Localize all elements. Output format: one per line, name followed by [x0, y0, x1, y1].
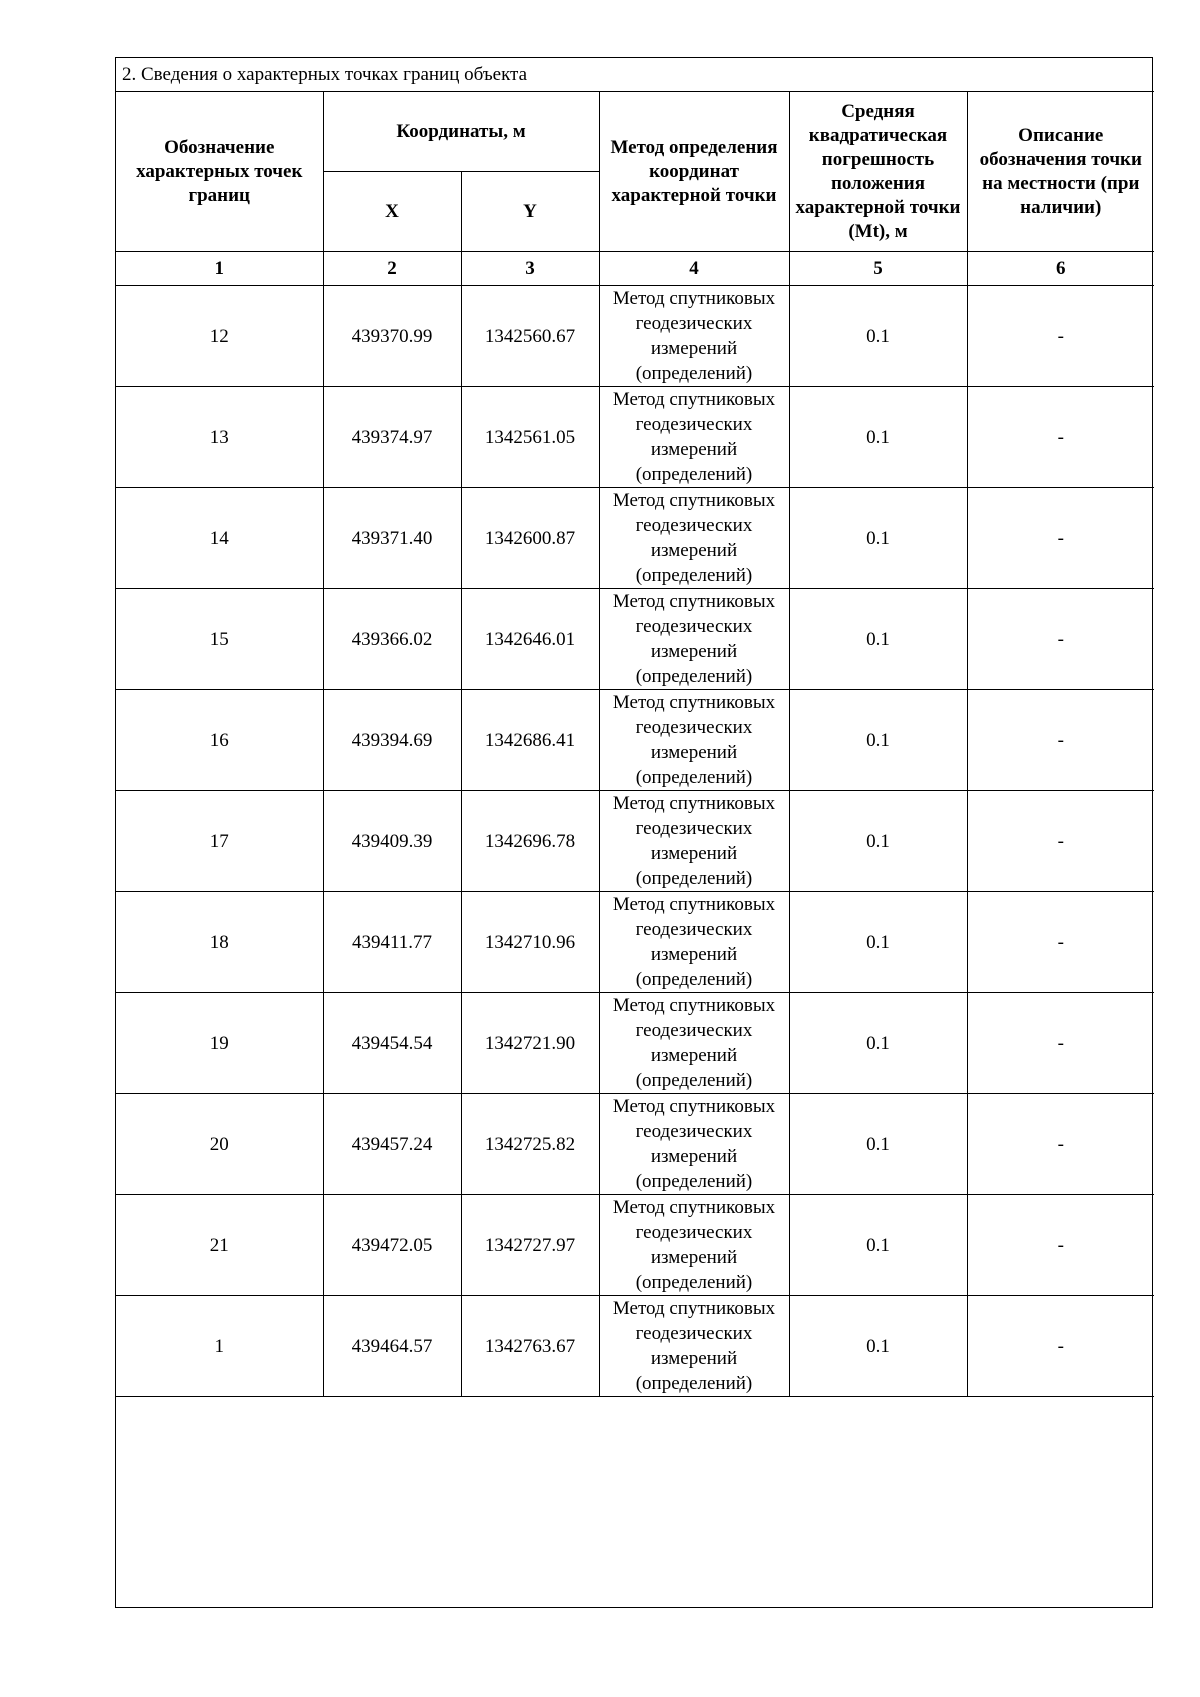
- point-designation-cell: 16: [116, 690, 323, 791]
- table-row: [116, 1094, 1154, 1195]
- error-cell: 0.1: [789, 1296, 967, 1397]
- coordinate-x-cell: 439464.57: [323, 1296, 461, 1397]
- coordinate-y-cell: 1342710.96: [461, 892, 599, 993]
- description-cell: -: [967, 690, 1154, 791]
- description-cell: -: [967, 892, 1154, 993]
- header-row: [116, 92, 1154, 172]
- column-number: 4: [599, 252, 789, 286]
- point-designation-cell: 13: [116, 387, 323, 488]
- coordinate-y-cell: 1342725.82: [461, 1094, 599, 1195]
- method-cell: Метод спутниковых геодезических измерений (определений): [599, 892, 789, 993]
- description-cell: -: [967, 387, 1154, 488]
- error-cell: 0.1: [789, 993, 967, 1094]
- error-cell: 0.1: [789, 589, 967, 690]
- error-cell: 0.1: [789, 1195, 967, 1296]
- coordinate-y-cell: 1342561.05: [461, 387, 599, 488]
- error-cell: 0.1: [789, 791, 967, 892]
- table-row: [116, 488, 1154, 589]
- method-cell: Метод спутниковых геодезических измерений (определений): [599, 387, 789, 488]
- point-designation-cell: 15: [116, 589, 323, 690]
- description-cell: -: [967, 791, 1154, 892]
- column-number: 5: [789, 252, 967, 286]
- coordinate-x-cell: 439409.39: [323, 791, 461, 892]
- coordinate-y-cell: 1342686.41: [461, 690, 599, 791]
- description-cell: -: [967, 1195, 1154, 1296]
- method-cell: Метод спутниковых геодезических измерений (определений): [599, 589, 789, 690]
- method-cell: Метод спутниковых геодезических измерений (определений): [599, 993, 789, 1094]
- method-cell: Метод спутниковых геодезических измерений (определений): [599, 1296, 789, 1397]
- coordinate-x-cell: 439454.54: [323, 993, 461, 1094]
- point-designation-cell: 17: [116, 791, 323, 892]
- coordinate-x-cell: 439472.05: [323, 1195, 461, 1296]
- description-cell: -: [967, 1094, 1154, 1195]
- table-row: [116, 892, 1154, 993]
- column-number-row: [116, 252, 1154, 286]
- method-cell: Метод спутниковых геодезических измерений (определений): [599, 791, 789, 892]
- section-title-row: [116, 58, 1154, 92]
- header-point-designation: Обозначение характерных точек границ: [116, 92, 323, 252]
- column-number: 1: [116, 252, 323, 286]
- error-cell: 0.1: [789, 286, 967, 387]
- column-number: 2: [323, 252, 461, 286]
- table-row: [116, 387, 1154, 488]
- table-row: [116, 993, 1154, 1094]
- table-row: [116, 589, 1154, 690]
- coordinate-x-cell: 439457.24: [323, 1094, 461, 1195]
- header-method: Метод определения координат характерной точки: [599, 92, 789, 252]
- coordinate-y-cell: 1342727.97: [461, 1195, 599, 1296]
- coordinate-x-cell: 439374.97: [323, 387, 461, 488]
- point-designation-cell: 21: [116, 1195, 323, 1296]
- point-designation-cell: 12: [116, 286, 323, 387]
- column-number: 6: [967, 252, 1154, 286]
- method-cell: Метод спутниковых геодезических измерений (определений): [599, 488, 789, 589]
- table-row: [116, 690, 1154, 791]
- header-error: Средняя квадратическая погрешность положения характерной точки (Mt), м: [789, 92, 967, 252]
- coordinate-x-cell: 439371.40: [323, 488, 461, 589]
- point-designation-cell: 20: [116, 1094, 323, 1195]
- coordinate-y-cell: 1342763.67: [461, 1296, 599, 1397]
- description-cell: -: [967, 993, 1154, 1094]
- table-row: [116, 791, 1154, 892]
- error-cell: 0.1: [789, 690, 967, 791]
- document-sheet: [115, 57, 1153, 1608]
- header-coordinates: Координаты, м: [323, 92, 599, 172]
- coordinate-x-cell: 439394.69: [323, 690, 461, 791]
- coordinate-y-cell: 1342696.78: [461, 791, 599, 892]
- method-cell: Метод спутниковых геодезических измерений (определений): [599, 286, 789, 387]
- section-title: 2. Сведения о характерных точках границ объекта: [116, 58, 1154, 92]
- coordinate-y-cell: 1342721.90: [461, 993, 599, 1094]
- point-designation-cell: 14: [116, 488, 323, 589]
- column-number: 3: [461, 252, 599, 286]
- point-designation-cell: 19: [116, 993, 323, 1094]
- table-row: [116, 1296, 1154, 1397]
- description-cell: -: [967, 488, 1154, 589]
- point-designation-cell: 1: [116, 1296, 323, 1397]
- error-cell: 0.1: [789, 387, 967, 488]
- error-cell: 0.1: [789, 488, 967, 589]
- error-cell: 0.1: [789, 1094, 967, 1195]
- header-x: X: [323, 172, 461, 252]
- coordinate-y-cell: 1342600.87: [461, 488, 599, 589]
- method-cell: Метод спутниковых геодезических измерений (определений): [599, 1094, 789, 1195]
- method-cell: Метод спутниковых геодезических измерений (определений): [599, 690, 789, 791]
- description-cell: -: [967, 589, 1154, 690]
- coordinate-x-cell: 439370.99: [323, 286, 461, 387]
- coordinate-x-cell: 439411.77: [323, 892, 461, 993]
- table-row: [116, 1195, 1154, 1296]
- coordinate-y-cell: 1342646.01: [461, 589, 599, 690]
- error-cell: 0.1: [789, 892, 967, 993]
- table-row: [116, 286, 1154, 387]
- description-cell: -: [967, 286, 1154, 387]
- coordinate-x-cell: 439366.02: [323, 589, 461, 690]
- header-y: Y: [461, 172, 599, 252]
- method-cell: Метод спутниковых геодезических измерений (определений): [599, 1195, 789, 1296]
- coordinate-y-cell: 1342560.67: [461, 286, 599, 387]
- point-designation-cell: 18: [116, 892, 323, 993]
- header-description: Описание обозначения точки на местности (при наличии): [967, 92, 1154, 252]
- description-cell: -: [967, 1296, 1154, 1397]
- empty-area-row: [116, 1397, 1154, 1612]
- boundary-points-table: [116, 58, 1154, 1611]
- empty-area: [116, 1397, 1154, 1612]
